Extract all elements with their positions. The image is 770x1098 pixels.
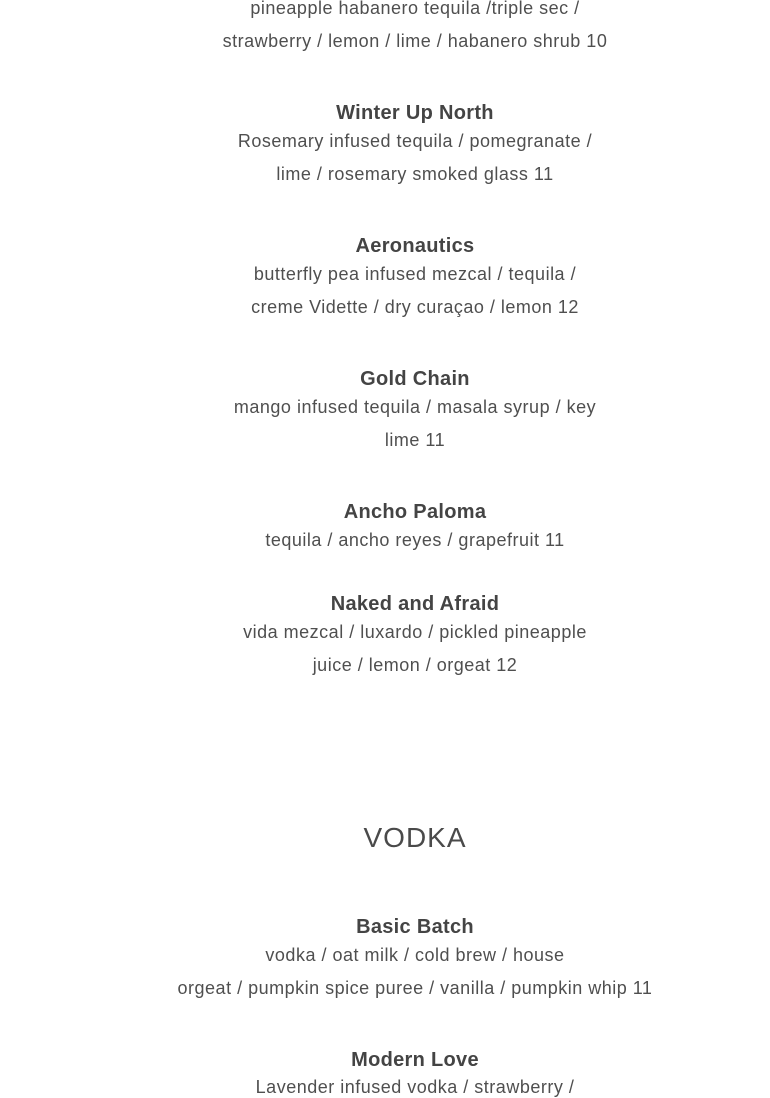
- menu-item-description-line: creme Vidette / dry curaçao / lemon 12: [251, 297, 579, 317]
- menu-item-description-line: mango infused tequila / masala syrup / key: [233, 397, 597, 417]
- menu-item-name: Aeronautics: [355, 235, 475, 257]
- section-title-vodka: VODKA: [363, 822, 467, 853]
- menu-item-name: Modern Love: [351, 1049, 479, 1071]
- menu-item-description-line: vida mezcal / luxardo / pickled pineapple: [243, 622, 587, 642]
- menu-item-description-line: pineapple habanero tequila /triple sec /: [250, 0, 580, 18]
- menu-item-description-line: lime 11: [384, 430, 446, 450]
- menu-item-description-line: tequila / ancho reyes / grapefruit 11: [265, 530, 565, 550]
- menu-item-name: Gold Chain: [360, 368, 470, 390]
- menu-item-description-line: Lavender infused vodka / strawberry /: [255, 1077, 575, 1097]
- menu-item-description-line: strawberry / lemon / lime / habanero shrub 10: [222, 31, 608, 51]
- menu-item-name: Naked and Afraid: [330, 593, 500, 615]
- menu-item-name: Winter Up North: [336, 102, 494, 124]
- menu-item-name: Basic Batch: [356, 916, 474, 938]
- menu-item-description-line: butterfly pea infused mezcal / tequila /: [253, 264, 577, 284]
- menu-item-description-line: vodka / oat milk / cold brew / house: [265, 945, 565, 965]
- menu-item-name: Ancho Paloma: [343, 501, 487, 523]
- menu-item-description-line: orgeat / pumpkin spice puree / vanilla / pumpkin whip 11: [177, 978, 653, 998]
- menu-item-description-line: Rosemary infused tequila / pomegranate /: [237, 131, 593, 151]
- menu-item-description-line: juice / lemon / orgeat 12: [312, 655, 518, 675]
- menu-item-description-line: lime / rosemary smoked glass 11: [276, 164, 554, 184]
